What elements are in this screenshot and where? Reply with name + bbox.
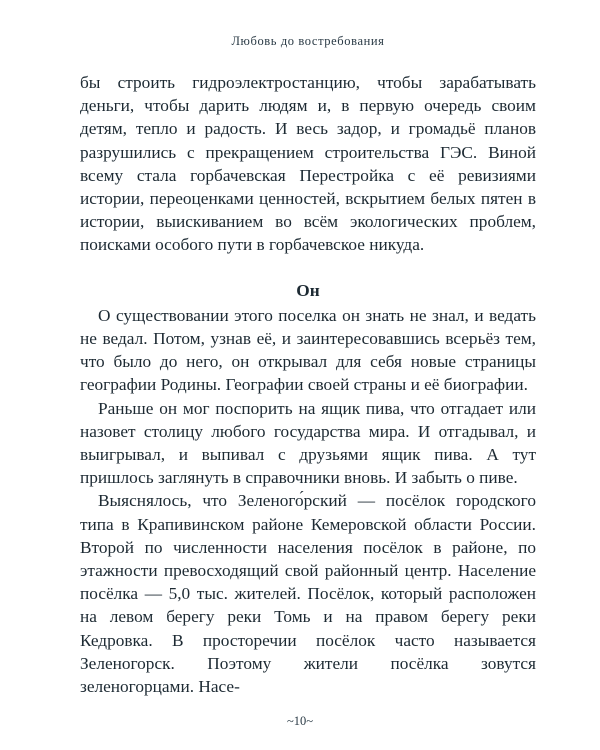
paragraph-carryover: бы строить гидроэлектростанцию, чтобы зарабатывать деньги, чтобы дарить людям и, в первую очередь своим детям, тепло и радость. И весь задор, и громадьё планов разрушились с прекращением строительства ГЭС. Виной всему стала горбачевская Перестройка с её ревизиями истории, переоценками ценностей, вскрытием белых пятен в истории, выискиванием во всём экологических проблем, поисками особого пути в горбачевское никуда. <box>80 73 536 255</box>
body-text <box>80 71 536 698</box>
section-heading: Он <box>296 280 320 300</box>
page-number: ~10~ <box>286 714 314 728</box>
paragraph: Выяснялось, что Зеленого́рский — посёлок городского типа в Крапивинском районе Кемеровской области России. Второй по численности населения посёлок в районе, по этажности превосходящий свой районный центр. Население посёлка — 5,0 тыс. жителей. Посёлок, который расположен на левом берегу реки Томь и на правом берегу реки Кедровка. В просторечии посёлок часто называется Зеленогорск. Поэтому жители посёлка зовутся зеленогорцами. Насе- <box>80 491 536 697</box>
paragraph: О существовании этого поселка он знать не знал, и ведать не ведал. Потом, узнав её, и заинтересовавшись всерьёз тем, что было до него, он открывал для себя новые страницы географии Родины. Географии своей страны и её биографии. <box>80 305 536 395</box>
paragraph: Раньше он мог поспорить на ящик пива, что отгадает или назовет столицу любого государства мира. И отгадывал, и выигрывал, и выпивал с друзьями ящик пива. А тут пришлось заглянуть в справочники вновь. И забыть о пиве. <box>80 398 536 488</box>
running-header: Любовь до востребования <box>231 34 385 48</box>
